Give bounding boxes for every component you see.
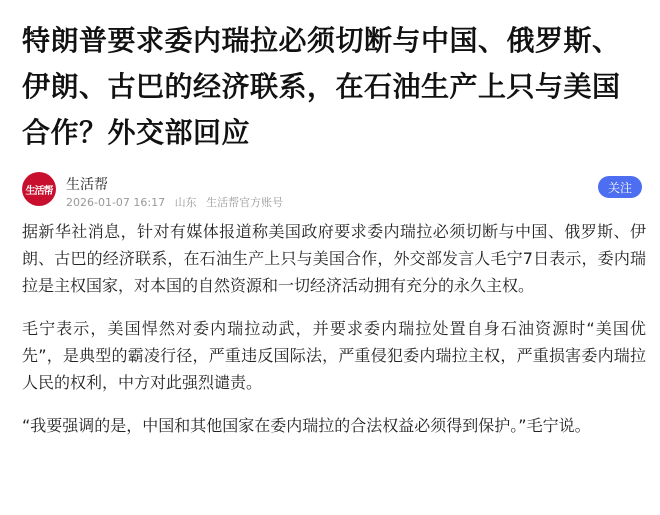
avatar[interactable] [22, 172, 56, 206]
publish-datetime: 2026-01-07 16:17 [66, 196, 166, 209]
article-body [22, 218, 646, 455]
author-row [22, 172, 644, 212]
publish-location: 山东 [174, 196, 197, 209]
article-meta [66, 194, 289, 210]
article-title: 特朗普要求委内瑞拉必须切断与中国、俄罗斯、伊朗、古巴的经济联系，在石油生产上只与美国合作？外交部回应 [22, 24, 621, 149]
article-paragraph: 据新华社消息，针对有媒体报道称美国政府要求委内瑞拉必须切断与中国、俄罗斯、伊朗、古巴的经济联系，在石油生产上只与美国合作，外交部发言人毛宁7日表示，委内瑞拉是主权国家，对本国的自然资源和一切经济活动拥有充分的永久主权。 [22, 222, 646, 295]
author-name[interactable]: 生活帮 [66, 177, 108, 193]
article-paragraph: 毛宁表示，美国悍然对委内瑞拉动武，并要求委内瑞拉处置自身石油资源时“美国优先”，是典型的霸凌行径，严重违反国际法，严重侵犯委内瑞拉主权，严重损害委内瑞拉人民的权利，中方对此强烈谴责。 [22, 319, 646, 392]
follow-button[interactable]: 关注 [598, 176, 642, 198]
article-paragraph: “我要强调的是，中国和其他国家在委内瑞拉的合法权益必须得到保护。”毛宁说。 [22, 416, 591, 435]
avatar-text: 生活帮 [25, 185, 53, 197]
account-type: 生活帮官方账号 [206, 196, 284, 209]
